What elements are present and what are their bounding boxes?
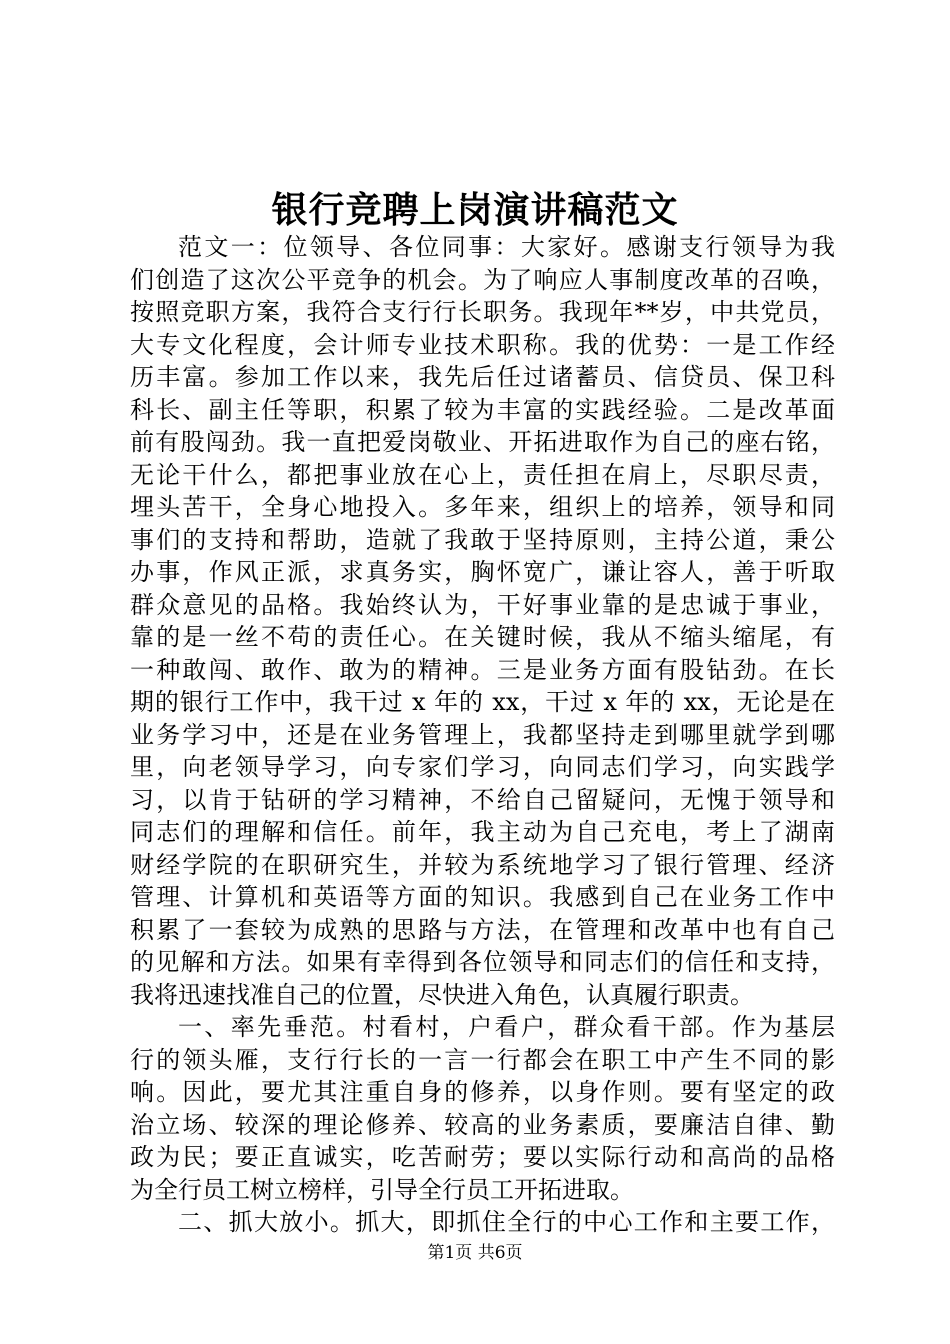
paragraph-line: 政为民；要正直诚实，吃苦耐劳；要以实际行动和高尚的品格 (130, 1143, 835, 1171)
paragraph-line: 们创造了这次公平竞争的机会。为了响应人事制度改革的召唤， (130, 265, 835, 294)
paragraph-line: 科长、副主任等职，积累了较为丰富的实践经验。二是改革面 (130, 395, 835, 424)
page-title: 银行竞聘上岗演讲稿范文 (271, 189, 679, 231)
paragraph-line: 行的领头雁，支行行长的一言一行都会在职工中产生不同的影 (130, 1045, 835, 1074)
paragraph-line: 习，以肯于钻研的学习精神，不给自己留疑问，无愧于领导和 (130, 785, 835, 814)
paragraph-line: 一、率先垂范。村看村，户看户，群众看干部。作为基层 (178, 1013, 835, 1041)
paragraph-line: 业务学习中，还是在业务管理上，我都坚持走到哪里就学到哪 (130, 720, 835, 749)
paragraph-line: 一种敢闯、敢作、敢为的精神。三是业务方面有股钻劲。在长 (130, 655, 835, 684)
paragraph-line: 二、抓大放小。抓大，即抓住全行的中心工作和主要工作， (178, 1208, 835, 1236)
paragraph-line: 靠的是一丝不苟的责任心。在关键时候，我从不缩头缩尾，有 (130, 623, 835, 651)
paragraph-line: 管理、计算机和英语等方面的知识。我感到自己在业务工作中 (130, 883, 835, 911)
paragraph-line: 办事，作风正派，求真务实，胸怀宽广，谦让容人，善于听取 (130, 558, 835, 586)
paragraph-line: 大专文化程度，会计师专业技术职称。我的优势：一是工作经 (130, 330, 835, 359)
paragraph-line: 埋头苦干，全身心地投入。多年来，组织上的培养，领导和同 (130, 493, 835, 521)
paragraph-line: 群众意见的品格。我始终认为，干好事业靠的是忠诚于事业， (130, 590, 835, 619)
paragraph-line: 里，向老领导学习，向专家们学习，向同志们学习，向实践学 (130, 753, 835, 781)
paragraph-line: 事们的支持和帮助，造就了我敢于坚持原则，主持公道，秉公 (130, 525, 835, 554)
paragraph-line: 历丰富。参加工作以来，我先后任过诸蓄员、信贷员、保卫科 (130, 363, 835, 391)
paragraph-line: 范文一：位领导、各位同事：大家好。感谢支行领导为我 (178, 233, 835, 261)
paragraph-line: 治立场、较深的理论修养、较高的业务素质，要廉洁自律、勤 (130, 1110, 835, 1139)
paragraph-line: 我将迅速找准自己的位置，尽快进入角色，认真履行职责。 (130, 980, 754, 1009)
paragraph-line: 为全行员工树立榜样，引导全行员工开拓进取。 (130, 1175, 634, 1204)
paragraph-line: 无论干什么，都把事业放在心上，责任担在肩上，尽职尽责， (130, 460, 835, 489)
paragraph-line: 前有股闯劲。我一直把爱岗敬业、开拓进取作为自己的座右铭， (130, 428, 835, 456)
paragraph-line: 期的银行工作中，我干过 x 年的 xx，干过 x 年的 xx，无论是在 (130, 688, 835, 716)
paragraph-line: 同志们的理解和信任。前年，我主动为自己充电，考上了湖南 (130, 818, 835, 846)
page-footer: 第1页 共6页 (427, 1243, 523, 1263)
document-body (130, 231, 835, 1239)
paragraph-line: 按照竞职方案，我符合支行行长职务。我现年**岁，中共党员， (130, 298, 835, 326)
paragraph-line: 积累了一套较为成熟的思路与方法，在管理和改革中也有自己 (130, 915, 835, 944)
paragraph-line: 的见解和方法。如果有幸得到各位领导和同志们的信任和支持， (130, 948, 835, 976)
paragraph-line: 响。因此，要尤其注重自身的修养，以身作则。要有坚定的政 (130, 1078, 835, 1106)
paragraph-line: 财经学院的在职研究生，并较为系统地学习了银行管理、经济 (130, 850, 835, 879)
